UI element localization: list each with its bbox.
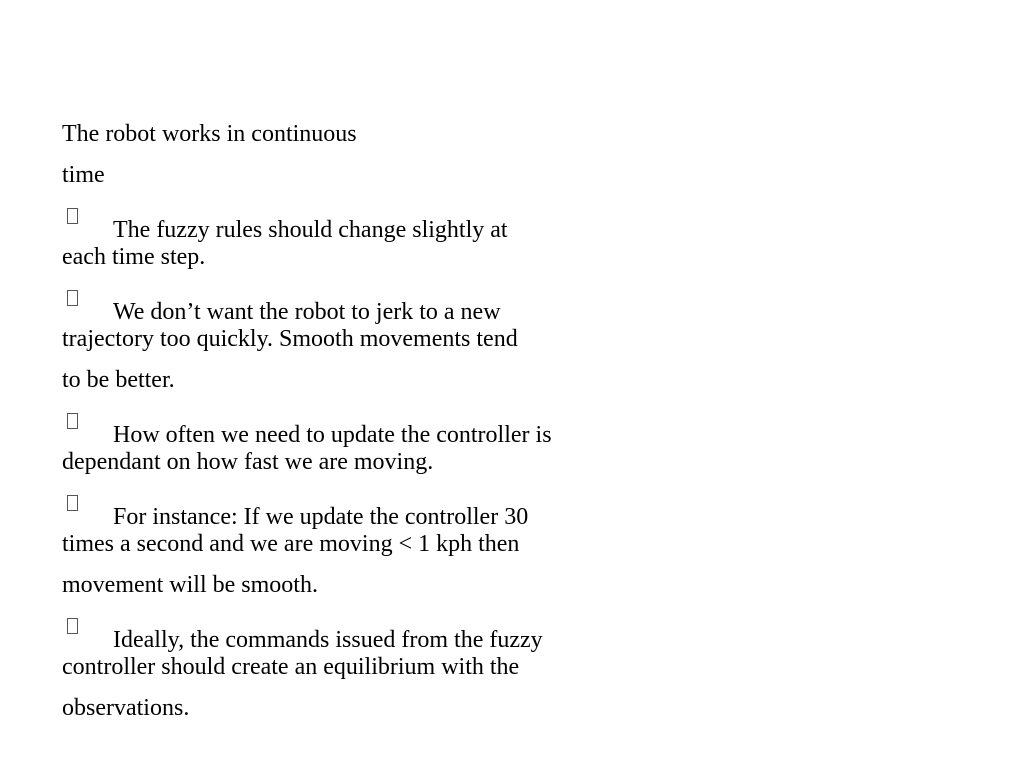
missing-glyph-box-icon	[62, 606, 113, 647]
bullet-item	[62, 196, 702, 243]
intro-line: time	[62, 162, 105, 188]
bullet-text: We don’t want the robot to jerk to a new	[113, 299, 501, 325]
bullet-text: The fuzzy rules should change slightly at	[113, 217, 508, 243]
missing-glyph-box-icon	[62, 196, 113, 237]
bullet-continuation: controller should create an equilibrium with the	[62, 654, 520, 680]
intro-line: The robot works in continuous	[62, 121, 357, 147]
bullet-item	[62, 401, 702, 448]
bullet-text: For instance: If we update the controller 30	[113, 504, 529, 530]
bullet-text: Ideally, the commands issued from the fuzzy	[113, 627, 543, 653]
bullet-continuation: trajectory too quickly. Smooth movements tend	[62, 326, 518, 352]
bullet-text: How often we need to update the controller is	[113, 422, 552, 448]
bullet-continuation: dependant on how fast we are moving.	[62, 449, 434, 475]
missing-glyph-box-icon	[62, 401, 113, 442]
bullet-continuation: movement will be smooth.	[62, 572, 318, 598]
missing-glyph-box-icon	[62, 278, 113, 319]
bullet-item	[62, 483, 702, 530]
bullet-item	[62, 606, 702, 653]
slide-body	[62, 114, 702, 729]
bullet-item	[62, 278, 702, 325]
bullet-continuation: observations.	[62, 695, 190, 721]
bullet-continuation: each time step.	[62, 244, 206, 270]
bullet-continuation: times a second and we are moving < 1 kph then	[62, 531, 520, 557]
missing-glyph-box-icon	[62, 483, 113, 524]
bullet-continuation: to be better.	[62, 367, 175, 393]
